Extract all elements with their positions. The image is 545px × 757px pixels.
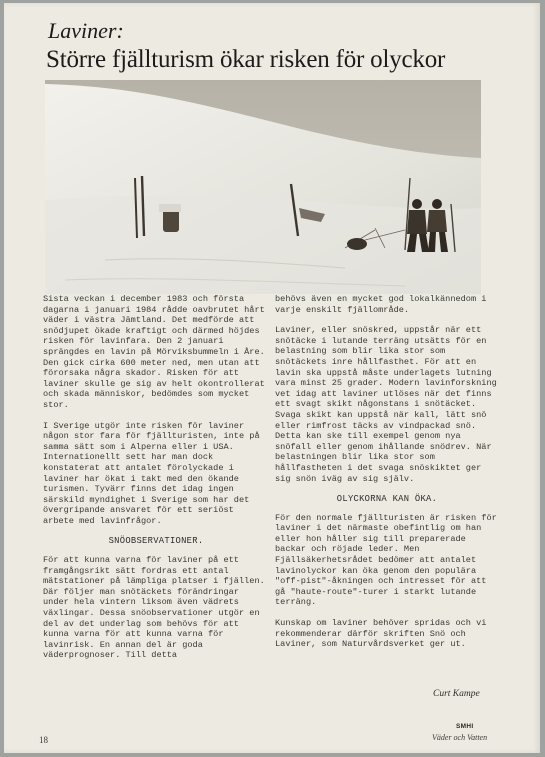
page-number: 18 [39,735,48,745]
section-heading: OLYCKORNA KAN ÖKA. [336,494,438,505]
paragraph: För att kunna varna för laviner på ett framgångsrikt sätt fordras ett antal mätstationer på lämpliga platser i fjällen. Där följer man snötäckets förändringar under hela vintern liksom även vädrets växlingar. Dessa snöobservationer utgör en del av det underlag som behövs för att kunna varna för att kunna varna för lavinrisk. En annan del är goda väderprognoser. Till detta [43,555,265,661]
article-headline: Större fjällturism ökar risken för olyckor [46,46,446,73]
magazine-name: Väder och Vatten [432,733,488,742]
magazine-page [4,3,540,753]
author-signature: Curt Kampe [433,689,480,699]
article-column-left [43,294,269,671]
section-heading: SNÖOBSERVATIONER. [108,536,204,547]
article-photo [45,80,481,294]
article-kicker: Laviner: [48,18,124,43]
paragraph: I Sverige utgör inte risken för laviner någon stor fara för fjällturisten, inte på samma sätt som i Alperna eller i USA. Internationellt sett har man dock konstaterat att antalet förolyckade i laviner har ökat i takt med den ökande turismen. Tyvärr finns det idag ingen särskild myndighet i Sverige som har det övergripande ansvaret för ett seriöst arbete med lavinfrågor. [43,420,260,526]
snow-field-photo-icon [45,80,481,294]
paragraph: Kunskap om laviner behöver spridas och vi rekommenderar därför skriften Snö och Laviner, som Naturvårdsverket ger ut. [275,618,487,650]
publisher-logo: SMHI [456,723,474,730]
paragraph: För den normale fjällturisten är risken för laviner i det närmaste obefintlig om han eller hon håller sig till preparerade backar och röjade leder. Men Fjällsäkerhetsrådet bedömer att antalet lavinolyckor kan öka genom den populära "off-pist"-åkningen och intresset för att gå "haute-route"-turer i starkt lutande terräng. [275,512,497,608]
article-column-right [275,294,499,660]
paragraph: Sista veckan i december 1983 och första dagarna i januari 1984 rådde oavbrutet hårt väder i västra Jämtland. Det medförde att snödjupet ökade kraftigt och därmed höjdes risken för lavinfara. Den 2 januari sprängdes en lavin på Mörviksbummeln i Åre. Den gick cirka 600 meter ned, men utan att förorsaka några skador. Risken för att laviner skulle ge sig av helt okontrollerat och skada människor, bedömdes som mycket stor. [43,294,265,410]
paragraph: behövs även en mycket god lokalkännedom i varje enskilt fjällområde. [275,294,487,315]
paragraph: Laviner, eller snöskred, uppstår när ett snötäcke i lutande terräng utsätts för en belastning som blir lika stor som snötäckets inre hållfasthet. För att en lavin ska uppstå måste underlagets lutning vara minst 25 grader. Modern lavinforskning vet idag att laviner utlöses när det finns ett svagt skikt någonstans i snötäcket. Svaga skikt kan uppstå när kall, lätt snö eller rimfrost täcks av vindpackad snö. Detta kan ske till exempel genom nya snöfall eller genom ihållande snödrev. När belastningen blir lika stor som hållfastheten i det svaga snöskiktet ger sig snön iväg av sig själv. [275,325,497,484]
